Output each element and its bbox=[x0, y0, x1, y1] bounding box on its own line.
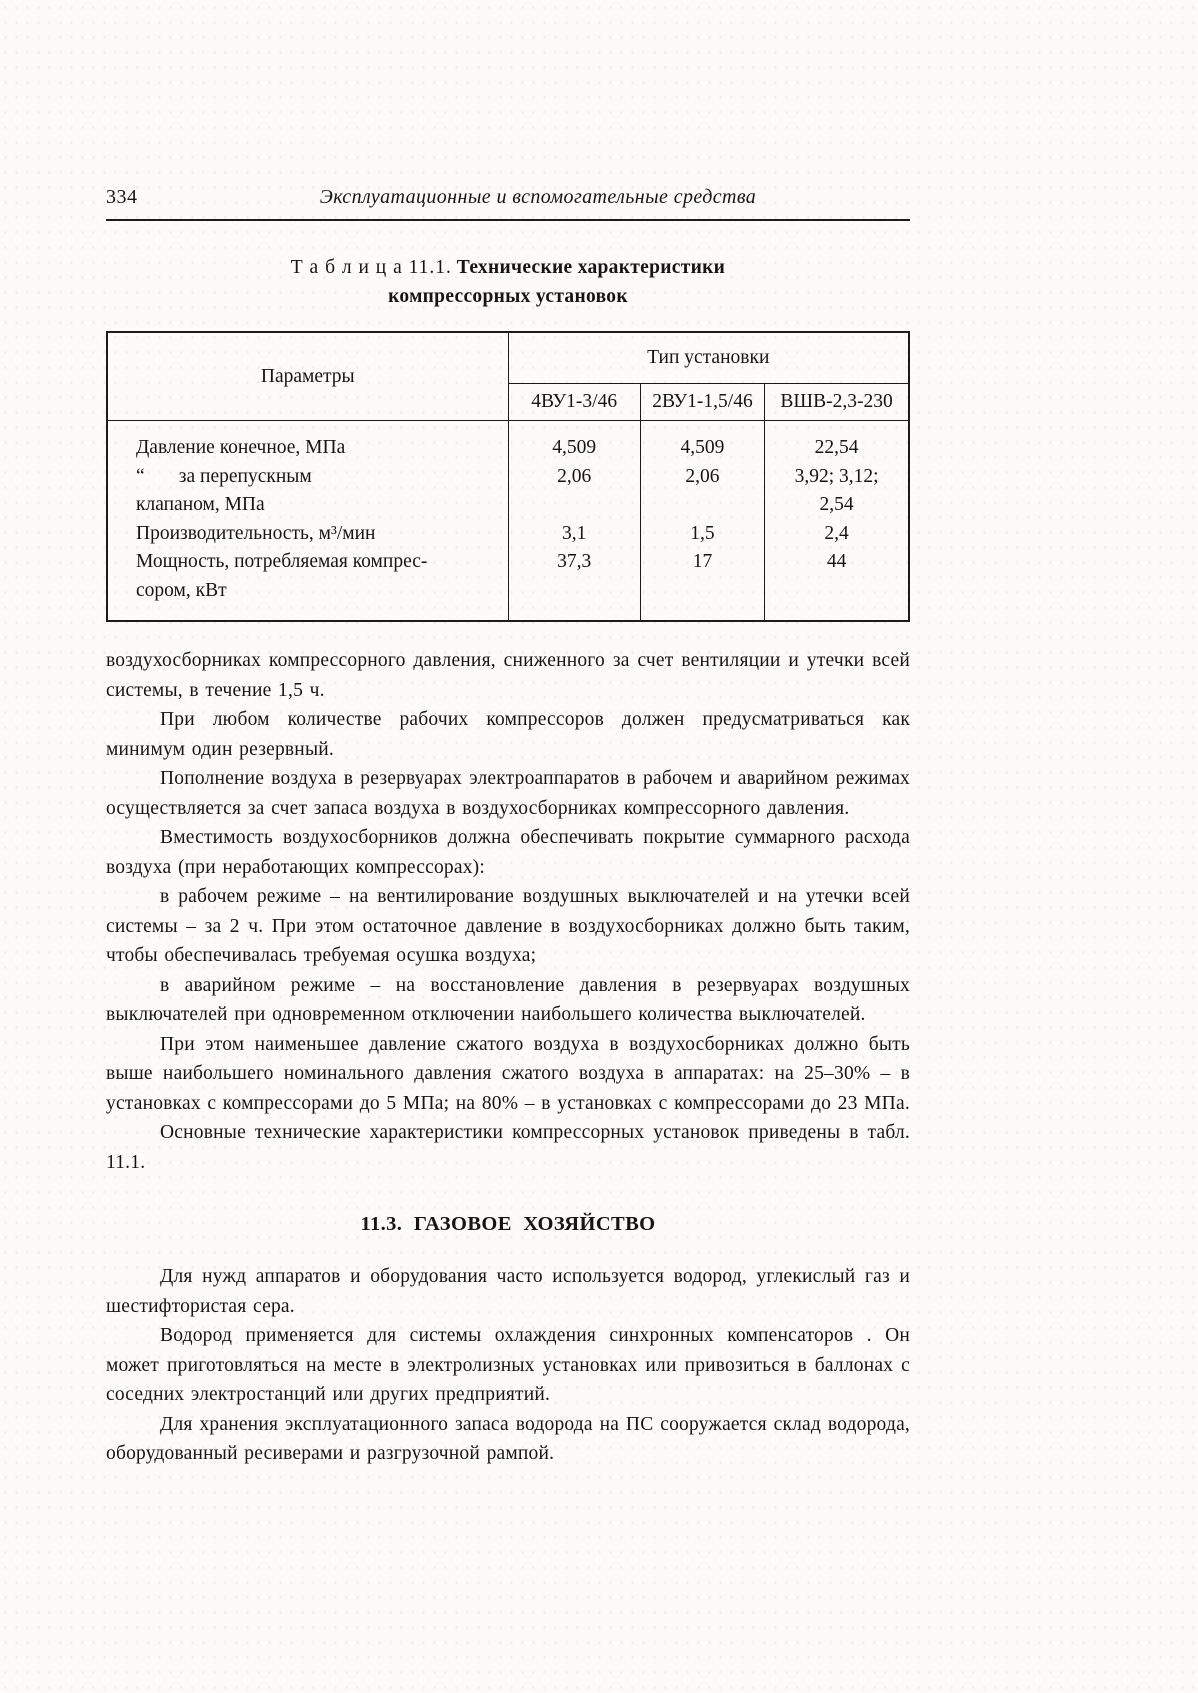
table-caption-line1 bbox=[106, 253, 910, 282]
paragraph: Для хранения эксплуатационного запаса водорода на ПС сооружается склад водорода, оборудованный ресиверами и разгрузочной рампой. bbox=[106, 1413, 910, 1464]
body-text-after-heading bbox=[106, 1262, 910, 1469]
table-cell-value: 4,509 bbox=[508, 421, 640, 463]
table-row bbox=[107, 491, 909, 520]
table-row bbox=[107, 520, 909, 549]
paragraph: Для нужд аппаратов и оборудования часто используется водород, углекислый газ и шестифтористая сера. bbox=[106, 1266, 910, 1317]
column-header-model-2: 2ВУ1-1,5/46 bbox=[640, 384, 764, 421]
table-cell-value: 2,06 bbox=[508, 463, 640, 492]
table-cell-value: 2,54 bbox=[765, 491, 909, 520]
table-cell-value: 44 bbox=[765, 548, 909, 577]
table-cell-value: 3,92; 3,12; bbox=[765, 463, 909, 492]
table-header-row bbox=[107, 332, 909, 384]
table-cell-value bbox=[508, 491, 640, 520]
table-cell-value: 3,1 bbox=[508, 520, 640, 549]
table-cell-value: 2,06 bbox=[640, 463, 764, 492]
paragraph: Вместимость воздухосборников должна обеспечивать покрытие суммарного расхода воздуха (при неработающих компрессорах): bbox=[106, 827, 910, 878]
paragraph: При этом наименьшее давление сжатого воздуха в воздухосборниках должно быть выше наибольшего номинального давления сжатого воздуха в аппаратах: на 25–30% – в установках с компрессорами до 5 МПа; на 80% – в установках с компрессорами до 23 МПа. bbox=[106, 1033, 910, 1114]
column-header-model-3: ВШВ-2,3-230 bbox=[765, 384, 909, 421]
paragraph: воздухосборниках компрессорного давления, сниженного за счет вентиляции и утечки всей системы, в течение 1,5 ч. bbox=[106, 650, 910, 701]
table-caption-label: Т а б л и ц а 11.1. bbox=[290, 257, 452, 278]
table-cell-value bbox=[765, 577, 909, 622]
paragraph: Пополнение воздуха в резервуарах электроаппаратов в рабочем и аварийном режимах осуществляется за счет запаса воздуха в воздухосборниках компрессорного давления. bbox=[106, 768, 910, 819]
body-text bbox=[106, 646, 910, 1177]
table-cell-label: сором, кВт bbox=[107, 577, 508, 622]
table-row bbox=[107, 421, 909, 463]
column-header-parameters: Параметры bbox=[107, 332, 508, 421]
table-cell-value bbox=[640, 577, 764, 622]
section-heading: 11.3. ГАЗОВОЕ ХОЗЯЙСТВО bbox=[360, 1213, 656, 1235]
page-header bbox=[106, 186, 910, 209]
table-cell-label: Давление конечное, МПа bbox=[107, 421, 508, 463]
column-group-header: Тип установки bbox=[508, 332, 909, 384]
running-title: Эксплуатационные и вспомогательные средства bbox=[319, 186, 757, 208]
table-caption-line2: компрессорных установок bbox=[388, 286, 628, 307]
table-cell-value: 2,4 bbox=[765, 520, 909, 549]
table-cell-value: 22,54 bbox=[765, 421, 909, 463]
specs-table bbox=[106, 331, 910, 622]
paragraph: в аварийном режиме – на восстановление давления в резервуарах воздушных выключателей при одновременном отключении наибольшего количества выключателей. bbox=[106, 974, 910, 1025]
paragraph: Водород применяется для системы охлаждения синхронных компенсаторов . Он может приготовляться на месте в электролизных установках или привозиться в баллонах с соседних электростанций или других предприятий. bbox=[106, 1325, 910, 1405]
header-rule bbox=[106, 219, 910, 221]
paragraph: Основные технические характеристики компрессорных установок приведены в табл. 11.1. bbox=[106, 1122, 910, 1173]
table-row bbox=[107, 548, 909, 577]
table-cell-label: Производительность, м³/мин bbox=[107, 520, 508, 549]
table-cell-value: 37,3 bbox=[508, 548, 640, 577]
table-cell-label: Мощность, потребляемая компрес- bbox=[107, 548, 508, 577]
table-cell-value bbox=[508, 577, 640, 622]
table-cell-label: клапаном, МПа bbox=[107, 491, 508, 520]
table-caption bbox=[106, 253, 910, 311]
column-header-model-1: 4ВУ1-3/46 bbox=[508, 384, 640, 421]
paragraph: в рабочем режиме – на вентилирование воздушных выключателей и на утечки всей системы – за 2 ч. При этом остаточное давление в воздухосборниках должно быть таким, чтобы обеспечивалась требуемая осушка воздуха; bbox=[106, 886, 910, 966]
table-row bbox=[107, 577, 909, 622]
table-cell-value: 17 bbox=[640, 548, 764, 577]
table-cell-label: “ за перепускным bbox=[107, 463, 508, 492]
page-number: 334 bbox=[106, 186, 138, 208]
paragraph: При любом количестве рабочих компрессоров должен предусматриваться как минимум один резервный. bbox=[106, 709, 910, 760]
table-cell-value: 4,509 bbox=[640, 421, 764, 463]
table-cell-value bbox=[640, 491, 764, 520]
table-cell-value: 1,5 bbox=[640, 520, 764, 549]
table-caption-title: Технические характеристики bbox=[456, 257, 726, 278]
table-row bbox=[107, 463, 909, 492]
